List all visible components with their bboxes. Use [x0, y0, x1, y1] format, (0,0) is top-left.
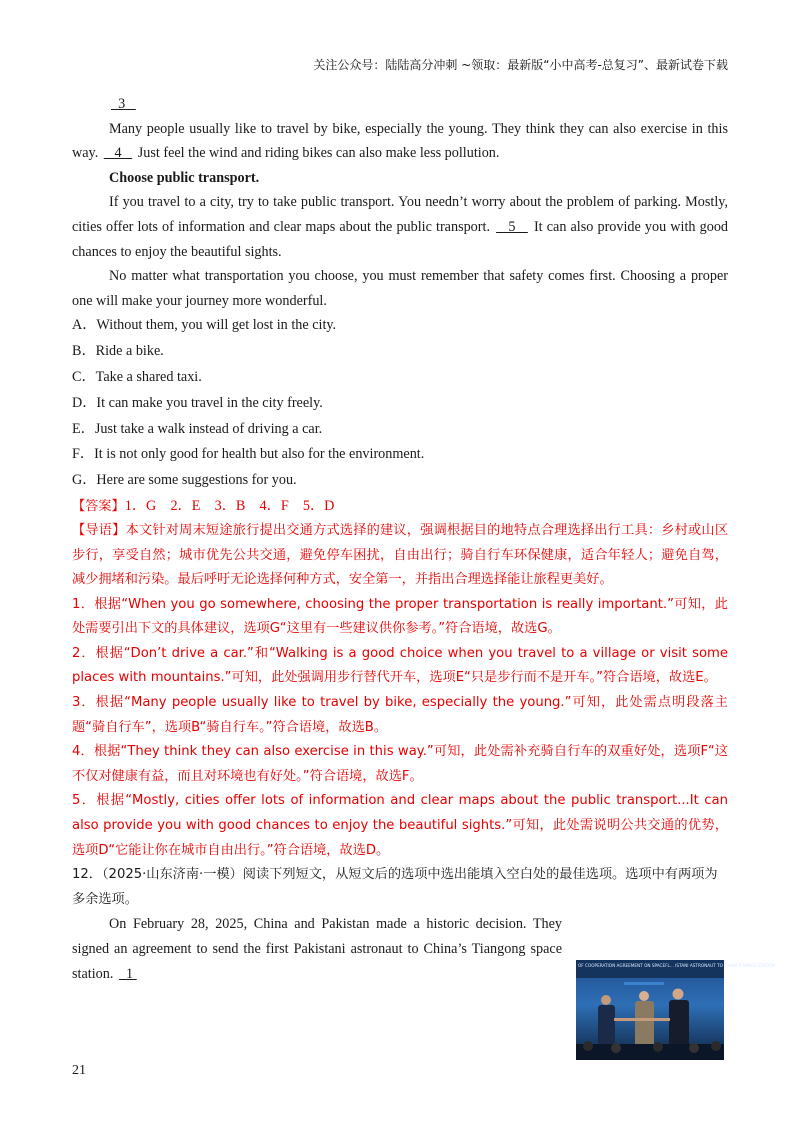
- options-list: [72, 313, 728, 494]
- answer-text: 1．G 2．E 3．B 4．F 5．D: [124, 497, 335, 514]
- option-c: C．Take a shared taxi.: [72, 368, 202, 385]
- answer-label: 【答案】: [72, 498, 125, 514]
- blank-5: 5: [508, 218, 516, 235]
- blank-4: 4: [114, 145, 122, 162]
- blank-3-line: [72, 92, 728, 117]
- option-b: B．Ride a bike.: [72, 343, 164, 360]
- page-number: 21: [72, 1063, 86, 1078]
- paragraph-public-transport: If you travel to a city, try to take public transport. You needn’t worry about the problem of parking. Mostly, cities offer lots of information and clear maps about the public transport. 5 It can also provide you with good chances to enjoy the beautiful sights.: [72, 194, 729, 260]
- page-content: [72, 92, 728, 986]
- answer-line: [72, 494, 728, 519]
- explanation-4: 4．根据“They think they can also exercise in this way.”可知，此处需补充骑自行车的双重好处，选项F“这不仅对健康有益，而且对环境也有好处。”符合语境，故选F。: [72, 744, 728, 784]
- explanation-3: 3．根据“Many people usually like to travel by bike, especially the young.”可知，此处需点明段落主题“骑自行车”，选项B“骑自行车。”符合语境，故选B。: [72, 695, 728, 735]
- agreement-signing-photo: [576, 960, 775, 1060]
- explanation-5: 5．根据“Mostly, cities offer lots of information and clear maps about the public transport...It can also provide you with good chances to enjoy the beautiful sights.”可知，此处需说明公共交通的优势，选项D“它能让你在城市自由出行。”符合语境，故选D。: [72, 793, 728, 858]
- question-12-blank-1: 1: [126, 965, 134, 982]
- option-a: A．Without them, you will get lost in the city.: [72, 317, 337, 334]
- explanation-2: 2．根据“Don’t drive a car.”和“Walking is a good choice when you travel to a village or visit some places with mountains.”可知，此处强调用步行替代开车，选项E“只是步行而不是开车。”符合语境，故选E。: [72, 645, 728, 686]
- question-12-intro: 12．（2025·山东济南·一模）阅读下列短文，从短文后的选项中选出能填入空白处的最佳选项。选项中有两项为多余选项。: [72, 867, 718, 907]
- paragraph-bike: Many people usually like to travel by bike, especially the young. They think they can also exercise in this way. 4 Just feel the wind and riding bikes can also make less pollution.: [72, 120, 728, 162]
- photo-banner-text: OF COOPERATION AGREEMENT ON SPACEFL... ISTANI ASTRONAUT TO CHINA'S SPACE STATION: [578, 963, 775, 968]
- option-g: G．Here are some suggestions for you.: [72, 472, 297, 489]
- option-f: F．It is not only good for health but also for the environment.: [72, 446, 425, 463]
- paragraph-safety: No matter what transportation you choose, you must remember that safety comes first. Choosing a proper one will make your journey more wonderful.: [72, 268, 728, 309]
- explanation-1: 1．根据“When you go somewhere, choosing the proper transportation is really important.”可知，此处需要引出下文的具体建议，选项G“这里有一些建议供你参考。”符合语境，故选G。: [72, 596, 728, 637]
- guide-paragraph: [72, 519, 728, 593]
- photo-illustration: [576, 960, 775, 1060]
- option-d: D．It can make you travel in the city freely.: [72, 394, 323, 411]
- guide-text: 本文针对周末短途旅行提出交通方式选择的建议，强调根据目的地特点合理选择出行工具：乡村或山区步行，享受自然；城市优先公共交通，避免停车困扰，自由出行；骑自行车环保健康，适合年轻人；避免自驾，减少拥堵和污染。最后呼吁无论选择何种方式，安全第一，并指出合理选择能让旅程更美好。: [72, 522, 729, 588]
- heading-public-transport: Choose public transport.: [109, 169, 260, 186]
- page-header: 关注公众号：陆陆高分冲刺 ~领取：最新版“小中高考-总复习”、最新试卷下载: [313, 58, 728, 72]
- question-12-paragraph: On February 28, 2025, China and Pakistan made a historic decision. They signed an agreement to send the first Pakistani astronaut to China’s Tiangong space station. 1: [72, 916, 562, 982]
- blank-3: 3: [118, 96, 126, 112]
- guide-label: 【导语】: [72, 522, 126, 538]
- option-e: E．Just take a walk instead of driving a car.: [72, 420, 323, 437]
